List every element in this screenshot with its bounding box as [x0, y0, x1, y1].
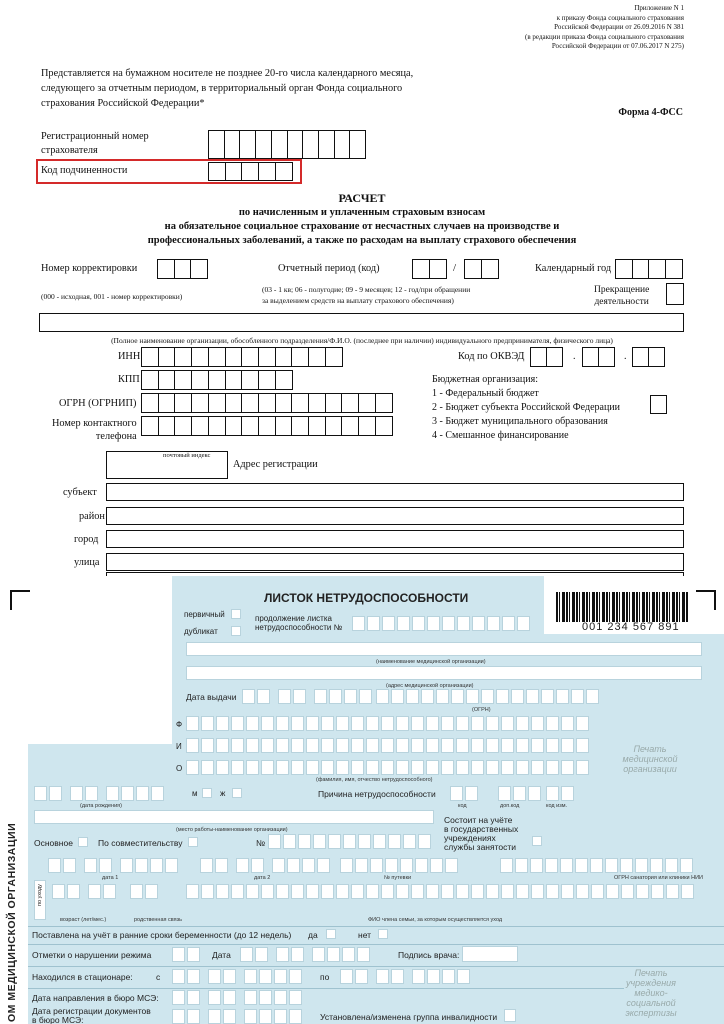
duplicate-checkbox[interactable] — [231, 626, 241, 636]
address-row-label: субъект — [63, 487, 97, 498]
employment-line: учреждениях — [444, 833, 496, 843]
violation-date-label: Дата — [212, 950, 231, 960]
appendix-line: Российской Федерации от 07.06.2017 N 275) — [551, 42, 684, 50]
extra-code-caption: доп.код — [500, 803, 520, 809]
sanatorium-ogrn-field[interactable] — [500, 858, 695, 873]
date2-caption: дата 2 — [254, 875, 271, 881]
ogrn-med-field[interactable] — [376, 689, 601, 704]
termination-label — [594, 284, 649, 308]
violation-date-field[interactable] — [240, 947, 372, 962]
correction-label: Номер корректировки — [41, 263, 138, 274]
title-line: на обязательное социальное страхование от несчастных случаев на производстве и — [164, 221, 560, 232]
mse-docs-date-field[interactable] — [172, 1009, 304, 1024]
pregnancy-yes-checkbox[interactable] — [326, 929, 336, 939]
fio-caption: (фамилия, имя, отчество нетрудоспособного) — [316, 777, 433, 783]
cause-code-field[interactable] — [450, 786, 480, 801]
issue-date-label: Дата выдачи — [186, 692, 237, 702]
female-label: ж — [220, 789, 226, 798]
sick-leave-title: ЛИСТОК НЕТРУДОСПОСОБНОСТИ — [264, 591, 469, 605]
code-change-field[interactable] — [546, 786, 576, 801]
care-family-caption: ФИО члена семьи, за которым осуществляется уход — [368, 917, 503, 923]
okved-field-3[interactable] — [632, 347, 663, 367]
sub-code-label: Код подчиненности — [41, 165, 128, 176]
part-time-checkbox[interactable] — [188, 837, 198, 847]
appendix-line: Российской Федерации от 26.09.2016 N 381 — [554, 23, 684, 31]
submission-line: страхования Российской Федерации* — [41, 98, 205, 109]
period-request-field[interactable] — [464, 259, 497, 279]
org-name-field[interactable] — [39, 313, 684, 332]
male-checkbox[interactable] — [202, 788, 212, 798]
main-job-checkbox[interactable] — [78, 837, 88, 847]
continuation-number-field[interactable] — [352, 616, 532, 631]
termination-line: Прекращение — [594, 285, 650, 295]
divider — [28, 966, 724, 967]
title-line: профессиональных заболеваний, а также по расходам на выплату страхового обеспечения — [147, 235, 577, 246]
med-org-name-caption: (наименование медицинской организации) — [376, 659, 486, 665]
primary-checkbox[interactable] — [231, 609, 241, 619]
budget-org-field[interactable] — [650, 395, 667, 414]
patronymic-letter: О — [176, 764, 183, 773]
address-row-label: улица — [74, 557, 100, 568]
phone-field[interactable] — [141, 416, 392, 436]
divider — [28, 944, 724, 945]
budget-option: 2 - Бюджет субъекта Российской Федерации — [432, 402, 620, 413]
employment-line: в государственных — [444, 824, 519, 834]
correction-hint: (000 - исходная, 001 - номер корректировки) — [41, 292, 183, 301]
phone-label — [52, 417, 137, 443]
mse-docs-line: Дата регистрации документов — [32, 1006, 151, 1016]
birth-date-field[interactable] — [34, 786, 166, 801]
postal-index-label: почтовый индекс — [163, 452, 211, 459]
form-title — [0, 190, 724, 248]
care-relation-caption: родственная связь — [134, 917, 183, 923]
mse-docs-line: в бюро МСЭ: — [32, 1015, 84, 1024]
mse-docs-label — [32, 1007, 151, 1024]
ogrn-label: ОГРН (ОГРНИП) — [59, 398, 137, 409]
care-age-field[interactable] — [52, 884, 118, 899]
date1-field[interactable] — [48, 858, 180, 873]
okved-field-2[interactable] — [582, 347, 613, 367]
street-field[interactable] — [106, 553, 684, 571]
appendix-line: (в редакции приказа Фонда социального страхования — [525, 32, 684, 41]
sanatorium-caption: ОГРН санатория или клиники НИИ — [614, 875, 703, 881]
submission-line: Представляется на бумажном носителе не позднее 20-го числа календарного месяца, — [41, 68, 414, 79]
pregnancy-no-label: нет — [358, 930, 372, 940]
period-field[interactable] — [412, 259, 445, 279]
termination-field[interactable] — [666, 283, 684, 305]
workplace-caption: (место работы-наименование организации) — [176, 827, 288, 833]
male-label: м — [192, 789, 198, 798]
care-tag-label: по уходу — [37, 884, 43, 906]
date2-field[interactable] — [200, 858, 332, 873]
appendix-line: Приложение N 1 — [634, 4, 684, 12]
city-field[interactable] — [106, 530, 684, 548]
sick-leave-form — [0, 576, 724, 1024]
med-org-address-caption: (адрес медицинской организации) — [386, 683, 474, 689]
med-org-stamp-label: Печать медицинской организации — [622, 744, 678, 774]
mse-referral-label: Дата направления в бюро МСЭ: — [32, 993, 159, 1003]
reg-number-label-line: Регистрационный номер — [41, 131, 149, 142]
budget-option: 4 - Смешанное финансирование — [432, 430, 569, 441]
disability-group-label: Установлена/изменена группа инвалидности — [320, 1012, 498, 1022]
part-time-label: По совместительству — [98, 838, 183, 848]
period-hint: за выделением средств на выплату страхового обеспечения) — [262, 296, 454, 305]
form-code: Форма 4-ФСС — [618, 107, 683, 118]
appendix-header — [525, 4, 684, 52]
hospital-to-label: по — [320, 972, 330, 982]
birth-date-caption: (дата рождения) — [80, 803, 122, 809]
violation-label: Отметки о нарушении режима — [32, 950, 152, 960]
hospital-to-field[interactable] — [340, 969, 472, 984]
mse-referral-date-field[interactable] — [172, 990, 304, 1005]
care-relation-field[interactable] — [130, 884, 160, 899]
okved-label: Код по ОКВЭД — [458, 351, 525, 362]
divider — [28, 988, 624, 989]
continuation-line: продолжение листка — [255, 614, 332, 623]
okved-field-1[interactable] — [530, 347, 561, 367]
address-row-label: город — [74, 534, 99, 545]
org-name-caption: (Полное наименование организации, обособленного подразделения/Ф.И.О. (последнее при наличии) индивидуального предпринимателя, физического лица) — [111, 336, 613, 345]
reg-number-field[interactable] — [208, 130, 365, 159]
correction-field[interactable] — [157, 259, 207, 279]
appendix-line: к приказу Фонда социального страхования — [556, 13, 684, 22]
doctor-signature-field[interactable] — [462, 946, 518, 962]
date1-caption: дата 1 — [102, 875, 119, 881]
hospital-from-field[interactable] — [172, 969, 304, 984]
name-field[interactable] — [186, 738, 591, 753]
ogrn-field[interactable] — [141, 393, 392, 413]
period-label: Отчетный период (код) — [278, 263, 380, 274]
duplicate-label: дубликат — [184, 627, 218, 636]
address-row-label: район — [79, 511, 105, 522]
hospital-from-label: с — [156, 972, 161, 982]
employment-line: Состоит на учёте — [444, 815, 513, 825]
submission-note — [41, 66, 413, 111]
workplace-field[interactable] — [34, 810, 434, 824]
med-org-name-field[interactable] — [186, 642, 702, 656]
part-time-number-field[interactable] — [268, 834, 433, 849]
period-slash: / — [453, 262, 457, 274]
pregnancy-no-checkbox[interactable] — [378, 929, 388, 939]
divider — [28, 926, 724, 927]
barcode-image — [556, 592, 688, 622]
main-job-label: Основное — [34, 838, 73, 848]
reg-number-label-line: страхователя — [41, 145, 98, 156]
kpp-field[interactable] — [141, 370, 291, 390]
address-label: Адрес регистрации — [233, 459, 318, 470]
termination-line: деятельности — [594, 297, 649, 307]
ogrn-caption: (ОГРН) — [472, 707, 491, 713]
side-label: ОМ МЕДИЦИНСКОЙ ОРГАНИЗАЦИИ — [6, 822, 18, 1022]
employment-line: службы занятости — [444, 842, 517, 852]
voucher-field[interactable] — [340, 858, 460, 873]
hospital-label: Находился в стационаре: — [32, 972, 133, 982]
care-age-caption: возраст (лет/мес.) — [60, 917, 107, 923]
phone-label-line: телефона — [95, 431, 137, 442]
barcode-number: 001 234 567 891 — [582, 621, 680, 633]
period-hint: (03 - 1 кв; 06 - полугодие; 09 - 9 месяцев; 12 - год/при обращении — [262, 285, 471, 294]
year-field[interactable] — [615, 259, 682, 279]
disability-group-field[interactable] — [504, 1009, 516, 1022]
district-field[interactable] — [106, 507, 684, 525]
title-main: РАСЧЕТ — [338, 191, 386, 205]
pregnancy-label: Поставлена на учёт в ранние сроки беременности (до 12 недель) — [32, 930, 292, 940]
corner-mark — [10, 590, 30, 610]
code-change-caption: код изм. — [546, 803, 568, 809]
budget-title: Бюджетная организация: — [432, 374, 538, 385]
corner-mark — [696, 590, 716, 610]
sub-code-field[interactable] — [208, 162, 292, 181]
continuation-line: нетрудоспособности № — [255, 623, 343, 632]
pregnancy-yes-label: да — [308, 930, 318, 940]
care-name-field[interactable] — [186, 884, 696, 899]
subject-field[interactable] — [106, 483, 684, 501]
reg-number-label — [41, 130, 149, 158]
med-org-address-field[interactable] — [186, 666, 702, 680]
employment-label — [444, 816, 518, 852]
name-letter: И — [176, 742, 182, 751]
employment-checkbox[interactable] — [532, 836, 542, 846]
cause-label: Причина нетрудоспособности — [318, 789, 436, 799]
phone-label-line: Номер контактного — [52, 418, 137, 429]
kpp-label: КПП — [118, 374, 140, 385]
extra-code-field[interactable] — [498, 786, 543, 801]
year-label: Календарный год — [535, 263, 612, 274]
inn-label: ИНН — [118, 351, 141, 362]
patronymic-field[interactable] — [186, 760, 591, 775]
continuation-label — [255, 614, 342, 632]
violation-code-field[interactable] — [172, 947, 202, 962]
okved-dot: . — [573, 351, 576, 362]
voucher-caption: № путевки — [384, 875, 412, 881]
budget-org-block — [432, 373, 620, 443]
mse-stamp-label: Печать учреждения медико-социальной экспертизы — [625, 968, 677, 1018]
title-line: по начисленным и уплаченным страховым взносам — [238, 207, 486, 218]
okved-dot: . — [624, 351, 627, 362]
female-checkbox[interactable] — [232, 788, 242, 798]
primary-label: первичный — [184, 610, 225, 619]
number-sign: № — [256, 838, 266, 848]
surname-letter: Ф — [176, 720, 183, 729]
inn-field[interactable] — [141, 347, 341, 367]
issue-date-field[interactable] — [242, 689, 374, 704]
code-caption: код — [458, 803, 467, 809]
budget-option: 1 - Федеральный бюджет — [432, 388, 539, 399]
budget-option: 3 - Бюджет муниципального образования — [432, 416, 608, 427]
doctor-signature-label: Подпись врача: — [398, 950, 460, 960]
submission-line: следующего за отчетным периодом, в территориальный орган Фонда социального — [41, 83, 403, 94]
surname-field[interactable] — [186, 716, 591, 731]
